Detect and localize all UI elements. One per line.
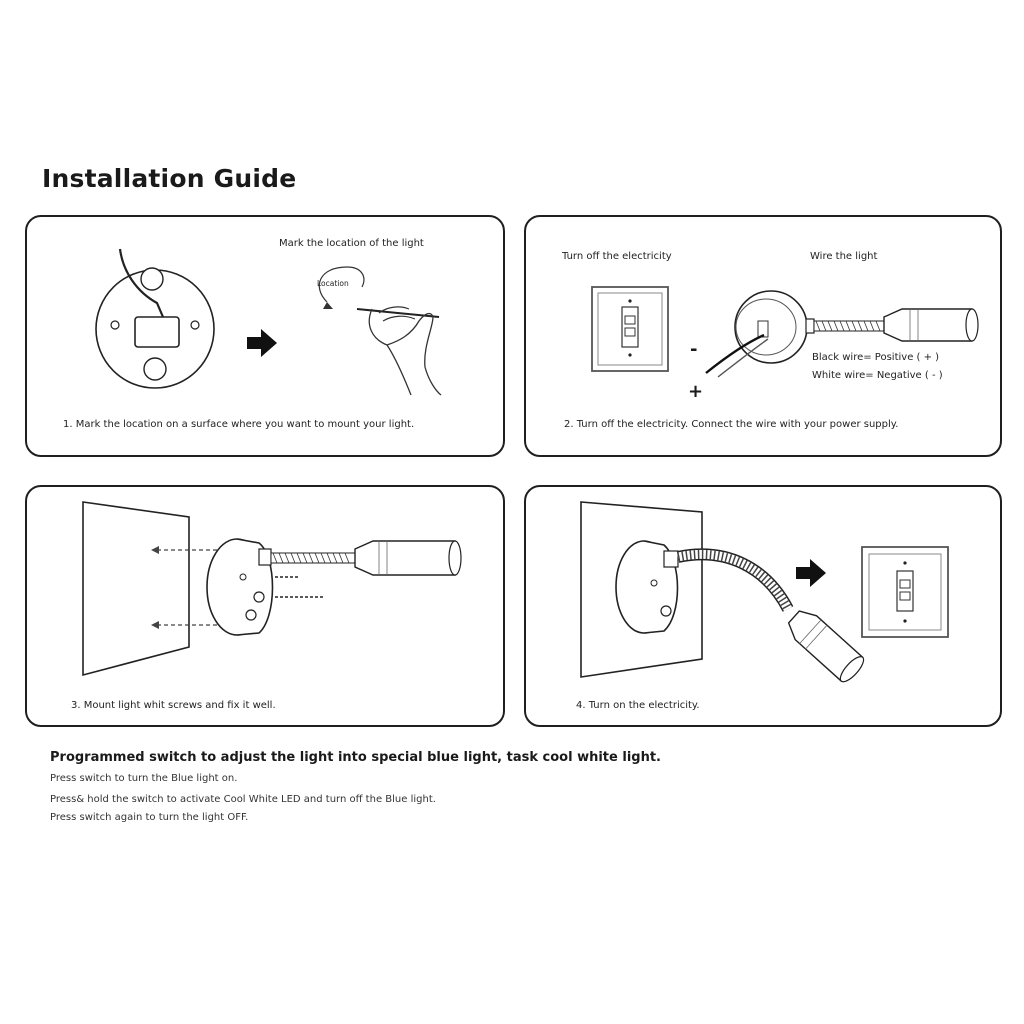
arrow-right-icon [247,329,277,357]
programmed-line: Press& hold the switch to activate Cool White LED and turn off the Blue light. [50,794,436,805]
step-3-illustration [27,487,503,725]
arrow-right-icon [796,559,826,587]
white-wire-label: White wire= Negative ( - ) [812,370,943,381]
mount-hole [144,358,166,380]
black-wire-label: Black wire= Positive ( + ) [812,352,940,363]
lamp-head [884,309,972,341]
step-2-left-heading: Turn off the electricity [562,251,672,262]
minus-sign: - [690,339,698,360]
step-4-caption: 4. Turn on the electricity. [576,700,700,711]
screw-hole [191,321,199,329]
step-4-illustration [526,487,1000,725]
step-1-panel [25,215,505,457]
lamp-head [783,605,867,685]
screw-hole [111,321,119,329]
step-4-panel [524,485,1002,727]
plus-sign: + [688,381,704,402]
wall [83,502,189,675]
programmed-line: Press switch to turn the Blue light on. [50,773,238,784]
step-2-caption: 2. Turn off the electricity. Connect the wire with your power supply. [564,419,899,430]
wire-box [135,317,179,347]
location-label: Location [317,279,349,288]
hand-icon [369,309,441,395]
step-2-panel [524,215,1002,457]
step-3-caption: 3. Mount light whit screws and fix it well. [71,700,276,711]
mount-hole [141,268,163,290]
programmed-heading: Programmed switch to adjust the light into special blue light, task cool white light. [50,750,661,765]
lamp-head [355,541,455,575]
step-1-caption: 1. Mark the location on a surface where you want to mount your light. [63,419,415,430]
page-title: Installation Guide [42,164,297,193]
step-1-heading: Mark the location of the light [279,238,424,249]
step-3-panel [25,485,505,727]
programmed-line: Press switch again to turn the light OFF. [50,812,249,823]
step-2-right-heading: Wire the light [810,251,878,262]
